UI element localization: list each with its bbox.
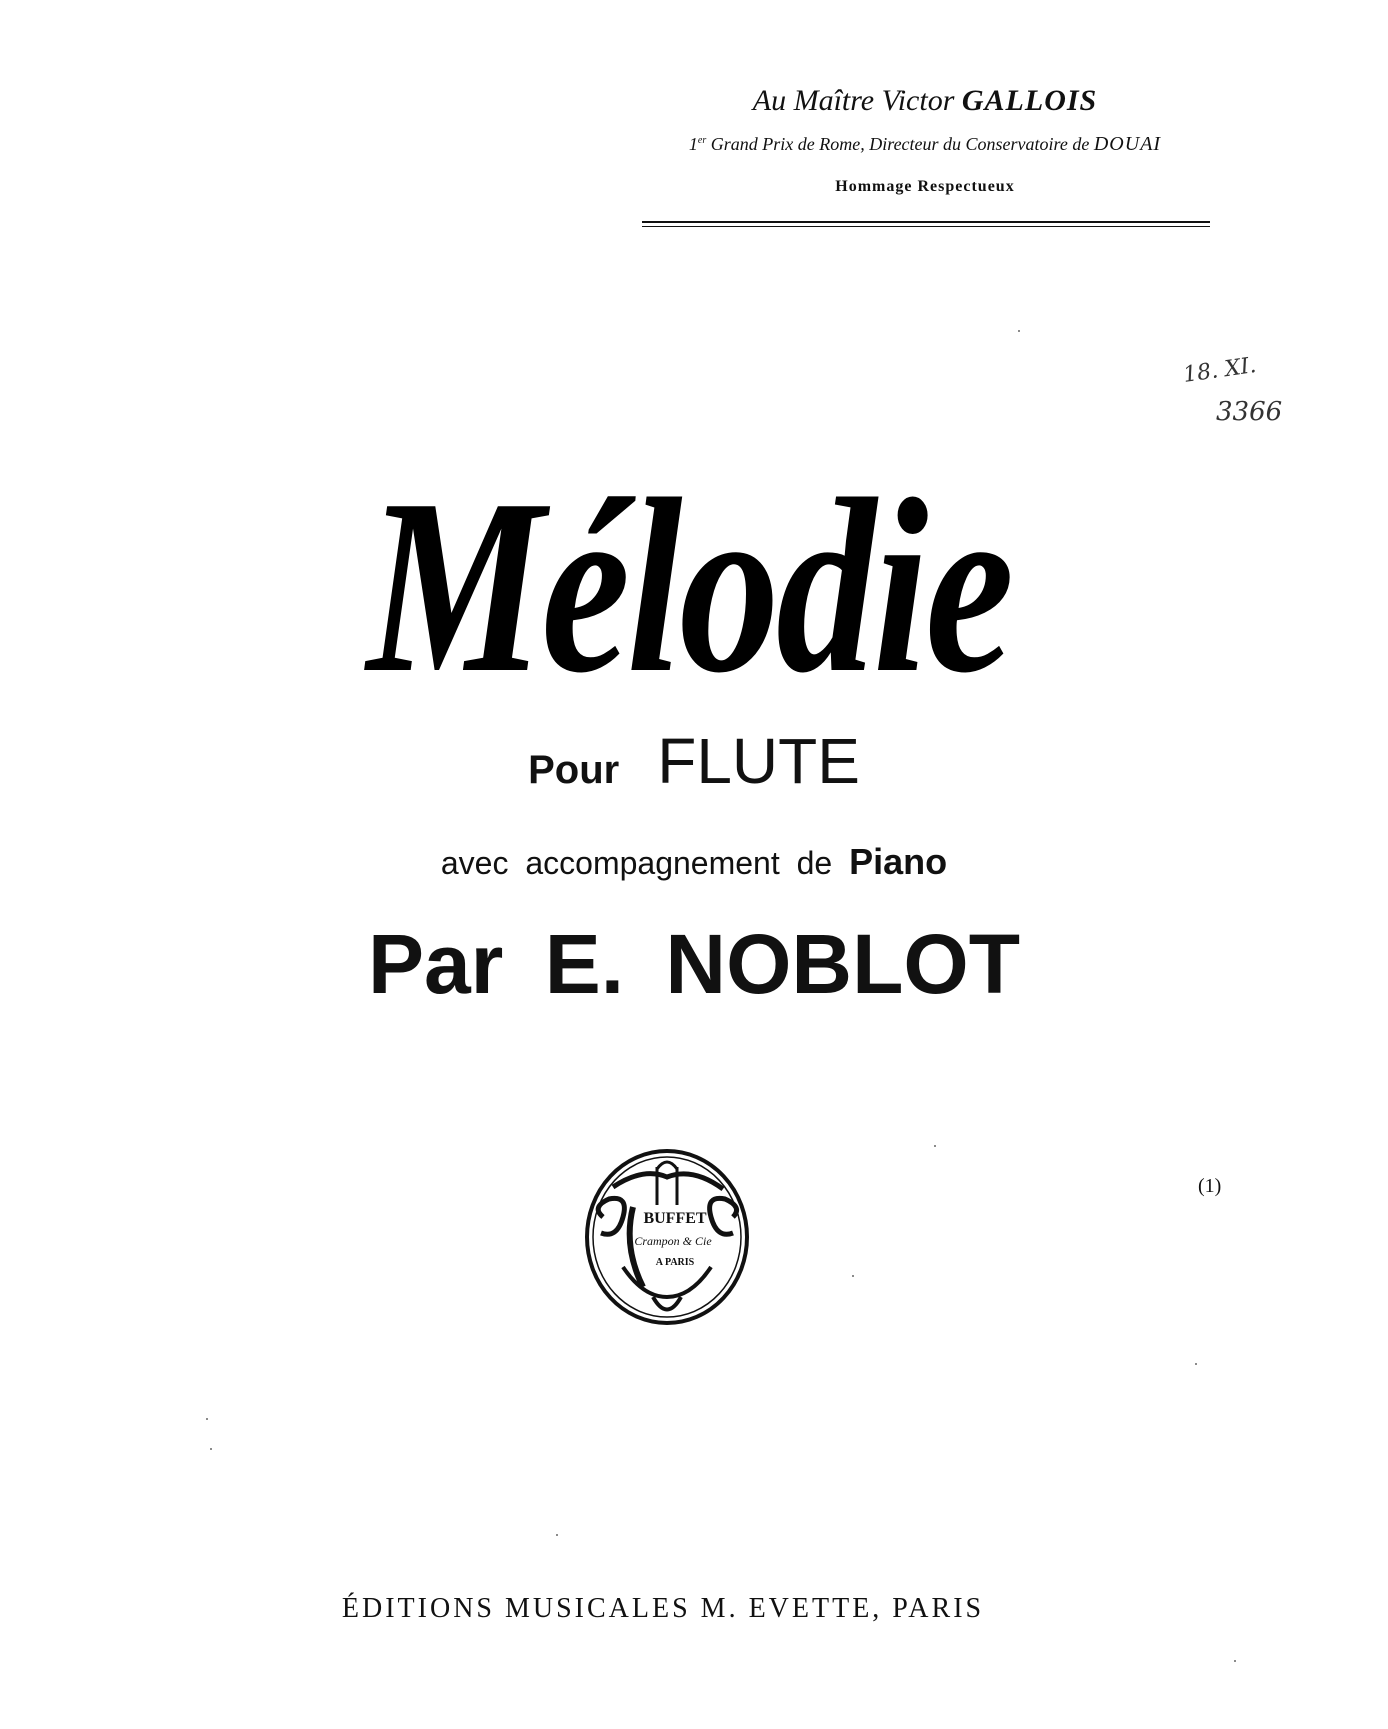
subtitle-instrument xyxy=(0,724,1388,798)
seal-line-1: BUFFET xyxy=(643,1210,707,1227)
dedication-city: DOUAI xyxy=(1093,133,1162,155)
paper-speck xyxy=(206,1418,208,1420)
publisher-seal-logo xyxy=(583,1147,751,1327)
paper-speck xyxy=(1234,1660,1236,1662)
paper-speck xyxy=(556,1534,558,1536)
paper-speck xyxy=(852,1275,854,1277)
accompaniment-piano: Piano xyxy=(849,841,948,882)
subtitle-flute: FLUTE xyxy=(657,725,860,797)
seal-line-2: Crampon & Cie xyxy=(634,1234,712,1248)
paper-speck xyxy=(934,1145,936,1147)
subtitle-accompaniment xyxy=(0,841,1388,883)
paper-speck xyxy=(1018,330,1020,332)
dedication-prefix: Au Maître Victor xyxy=(752,84,955,117)
main-title: Mélodie xyxy=(366,448,1011,725)
composer-name: Par E. NOBLOT xyxy=(367,917,1021,1011)
paper-speck xyxy=(210,1448,212,1450)
handwritten-note-2: 3366 xyxy=(1216,397,1283,427)
paper-speck xyxy=(1195,1363,1197,1365)
double-rule xyxy=(642,221,1210,227)
dedication-title: Grand Prix de Rome, Directeur du Conservatoire de xyxy=(710,134,1090,154)
dedication-line-1 xyxy=(640,84,1210,118)
dedication-line-3: Hommage Respectueux xyxy=(835,178,1015,195)
dedication-name: GALLOIS xyxy=(961,84,1098,117)
dedication-ordinal-sup: er xyxy=(697,135,707,146)
accompaniment-text: avec accompagnement de xyxy=(440,845,833,881)
dedication-ordinal: 1 xyxy=(688,134,698,154)
handwritten-note-1: 18. XI. xyxy=(1181,353,1258,388)
publisher-line: ÉDITIONS MUSICALES M. EVETTE, PARIS xyxy=(341,1593,985,1624)
seal-line-3: A PARIS xyxy=(655,1257,695,1268)
dedication-line-2 xyxy=(640,133,1210,156)
subtitle-pour: Pour xyxy=(528,748,620,792)
page-marker: (1) xyxy=(1198,1175,1222,1197)
